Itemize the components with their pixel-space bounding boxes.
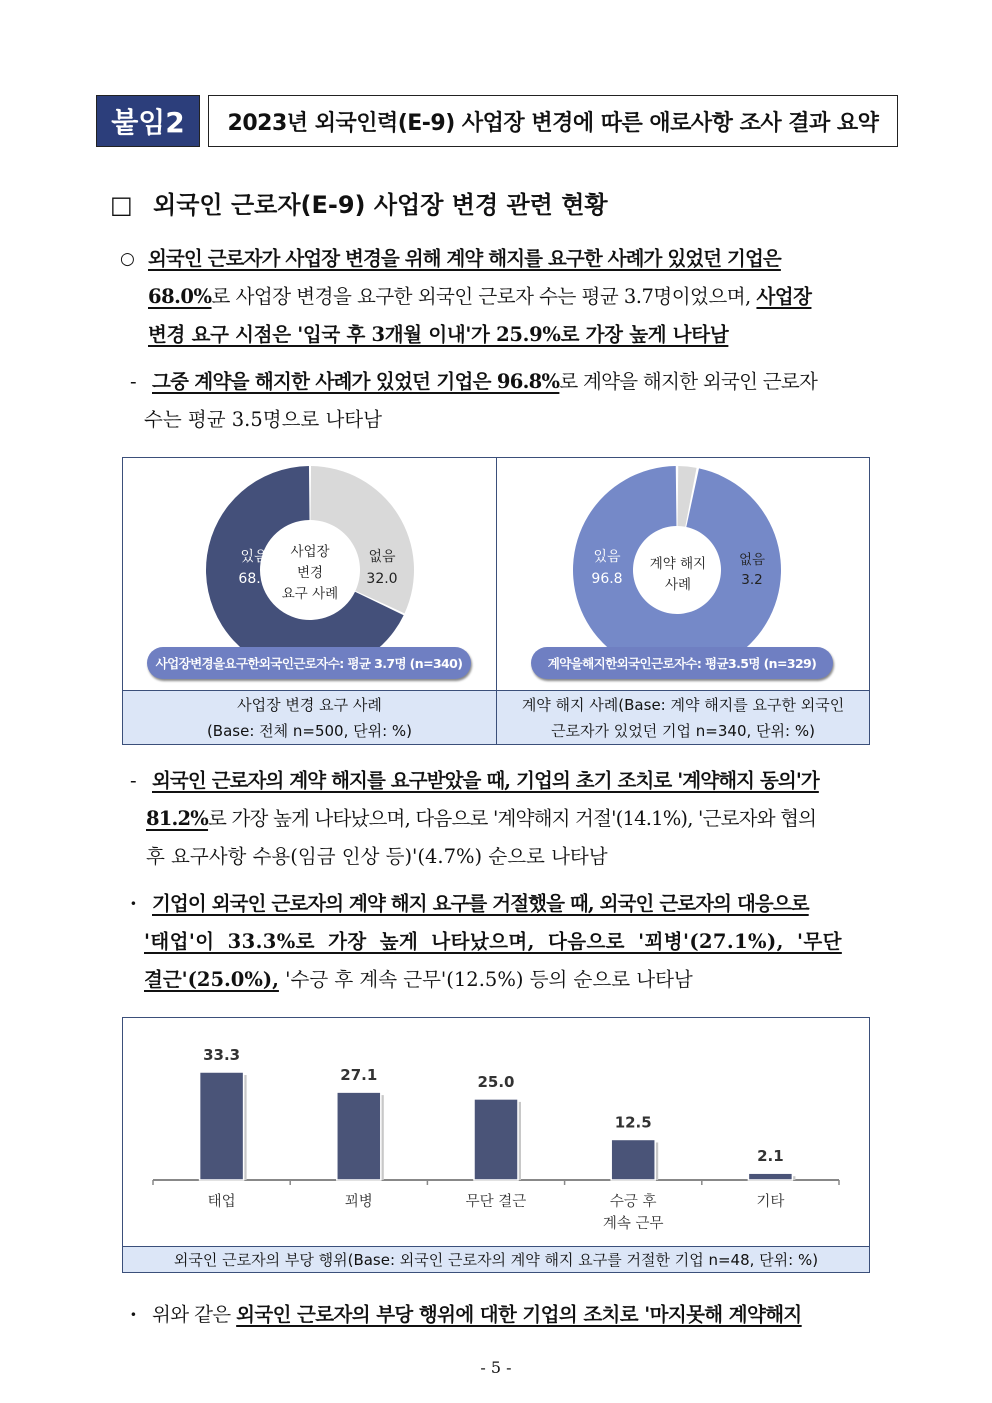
bar-category-label: 꾀병 — [344, 1194, 373, 1210]
bar — [474, 1099, 518, 1180]
p1-line2c: 사업장 — [756, 285, 812, 308]
p1-line2b: 로 사업장 변경을 요구한 외국인 근로자 수는 평균 3.7명이었으며, — [211, 285, 757, 308]
bar-category-label: 수긍 후 — [609, 1194, 657, 1210]
p4-line3a: 결근'(25.0%), — [144, 968, 279, 991]
donut1-caption: 사업장 변경 요구 사례 (Base: 전체 n=500, 단위: %) — [123, 690, 496, 744]
bar-chart-caption: 외국인 근로자의 부당 행위(Base: 외국인 근로자의 계약 해지 요구를 거절한 기업 n=48, 단위: %) — [123, 1246, 869, 1272]
p3-line3: 후 요구사항 수용(임금 인상 등)'(4.7%) 순으로 나타남 — [146, 845, 608, 868]
p5-line1a: 위와 같은 — [152, 1303, 237, 1326]
bar — [200, 1072, 244, 1180]
paragraph-5 — [152, 1296, 898, 1334]
p1-line3: 변경 요구 시점은 '입국 후 3개월 이내'가 25.9%로 가장 높게 나타남 — [148, 323, 729, 346]
page-number: - 5 - — [480, 1358, 512, 1377]
bar-category-label: 태업 — [207, 1194, 236, 1210]
p3-marker: - — [130, 769, 137, 792]
bar — [337, 1092, 381, 1180]
p1-line1: 외국인 근로자가 사업장 변경을 위해 계약 해지를 요구한 사례가 있었던 기업은 — [148, 247, 781, 270]
p4-line1: 기업이 외국인 근로자의 계약 해지 요구를 거절했을 때, 외국인 근로자의 대응으로 — [152, 892, 809, 915]
bar-value-label: 2.1 — [757, 1147, 784, 1166]
p1-line2a: 68.0% — [148, 285, 212, 308]
p3-line1: 외국인 근로자의 계약 해지를 요구받았을 때, 기업의 초기 조치로 '계약해지 동의'가 — [152, 769, 819, 792]
paragraph-1 — [148, 240, 898, 354]
paragraph-3 — [146, 762, 898, 876]
p5-marker: · — [130, 1303, 137, 1326]
bar-value-label: 25.0 — [477, 1072, 515, 1091]
donut1-summary-pill: 사업장변경을요구한외국인근로자수: 평균 3.7명 (n=340) — [147, 647, 471, 679]
header — [96, 95, 898, 147]
p2-line2: 수는 평균 3.5명으로 나타남 — [144, 408, 382, 431]
p3-line2b: 로 가장 높게 나타났으며, 다음으로 '계약해지 거절'(14.1%), '근로자와 협의 — [208, 807, 817, 830]
paragraph-2 — [144, 363, 898, 439]
bar-category-label: 무단 결근 — [465, 1194, 527, 1210]
p2-line1b: 로 계약을 해지한 외국인 근로자 — [559, 370, 818, 393]
donut2-yes-label: 있음 96.8 — [591, 549, 623, 587]
p2-line1a: 그중 계약을 해지한 사례가 있었던 기업은 96.8% — [152, 370, 560, 393]
p1-marker: ○ — [120, 249, 135, 269]
donut1-yes-label: 있음 68.0 — [238, 549, 270, 587]
bar-value-label: 27.1 — [340, 1066, 378, 1085]
p4-line2: '태업'이 33.3%로 가장 높게 나타났으며, 다음으로 '꾀병'(27.1%), '무단 — [144, 930, 842, 953]
donut1-no-label: 없음 32.0 — [366, 549, 398, 587]
donut2-caption: 계약 해지 사례(Base: 계약 해지를 요구한 외국인 근로자가 있었던 기업 n=340, 단위: %) — [497, 690, 869, 744]
p3-line2a: 81.2% — [146, 807, 209, 830]
bar-value-label: 12.5 — [614, 1113, 652, 1132]
bar-value-label: 33.3 — [203, 1046, 241, 1064]
bar-category-label: 계속 근무 — [602, 1216, 664, 1232]
section-title-text: 외국인 근로자(E-9) 사업장 변경 관련 현황 — [153, 191, 608, 219]
p5-line1b: 외국인 근로자의 부당 행위에 대한 기업의 조치로 '마지못해 계약해지 — [236, 1303, 802, 1326]
section-title — [110, 185, 608, 220]
paragraph-4 — [144, 885, 898, 999]
donut2-center-label: 계약 해지 사례 — [649, 556, 707, 593]
bar — [611, 1139, 655, 1180]
p4-marker: · — [130, 892, 137, 915]
donut2-summary-pill: 계약을해지한외국인근로자수: 평균3.5명 (n=329) — [531, 647, 833, 679]
section-marker: □ — [110, 191, 133, 219]
bar-chart-improper-behavior — [123, 1018, 869, 1246]
bar-category-label: 기타 — [756, 1194, 785, 1210]
p4-line3b: '수긍 후 계속 근무'(12.5%) 등의 순으로 나타남 — [278, 968, 693, 991]
attachment-badge: 붙임2 — [96, 95, 200, 147]
donut-charts-panel — [122, 457, 870, 745]
document-title: 2023년 외국인력(E-9) 사업장 변경에 따른 애로사항 조사 결과 요약 — [208, 95, 898, 147]
bar-chart-panel — [122, 1017, 870, 1273]
donut2-no-label: 없음 3.2 — [738, 552, 766, 588]
p2-marker: - — [130, 370, 137, 393]
donut1-center-label: 사업장 변경 요구 사례 — [281, 544, 339, 602]
bar — [748, 1173, 792, 1180]
